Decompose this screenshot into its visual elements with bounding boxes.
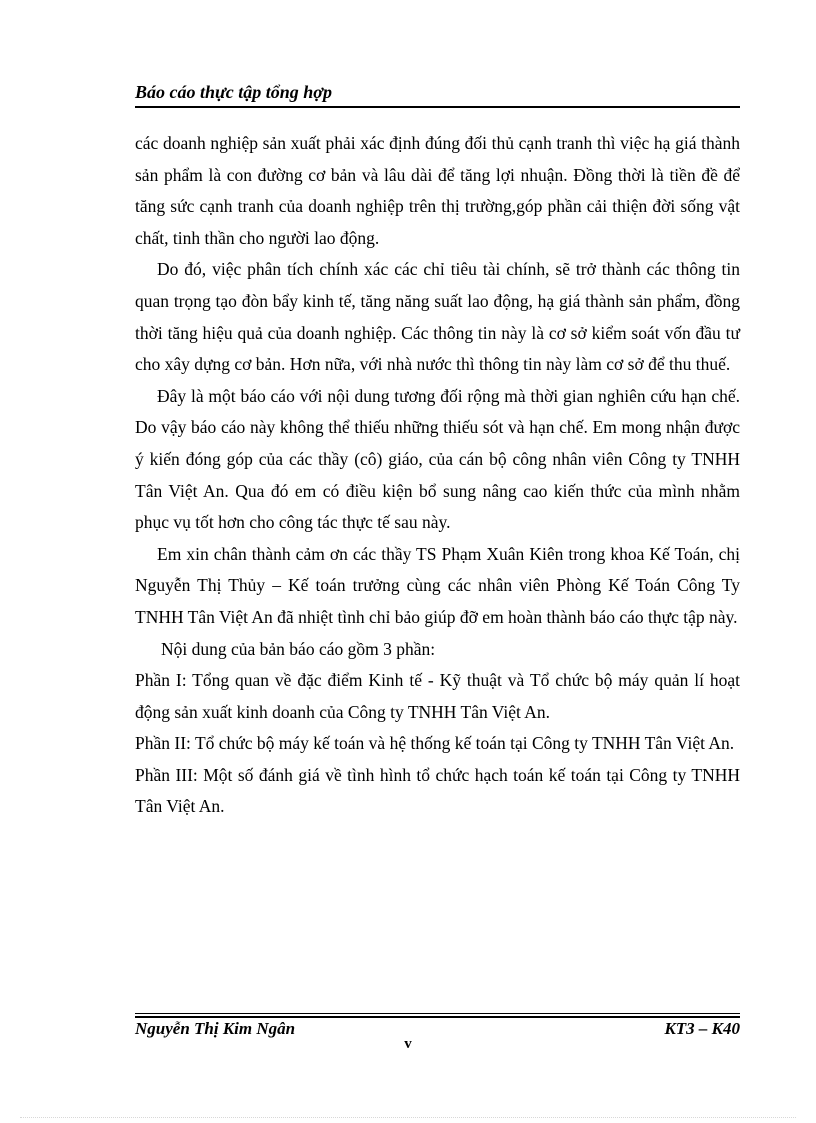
paragraph-intro: các doanh nghiệp sản xuất phải xác định đúng đối thủ cạnh tranh thì việc hạ giá thành sản phẩm là con đường cơ bản và lâu dài để tăng lợi nhuận. Đồng thời là tiền đề để tăng sức cạnh tranh của doanh nghiệp trên thị trường,góp phần cải thiện đời sống vật chất, tinh thần cho người lao động. <box>135 133 740 248</box>
section-part-2: Phần II: Tổ chức bộ máy kế toán và hệ thống kế toán tại Công ty TNHH Tân Việt An. <box>135 733 735 754</box>
paragraph-analysis: Do đó, việc phân tích chính xác các chỉ tiêu tài chính, sẽ trở thành các thông tin quan trọng tạo đòn bẩy kinh tế, tăng năng suất lao động, hạ giá thành sản phẩm, đồng thời tăng hiệu quả của doanh nghiệp. Các thông tin này là cơ sở kiểm soát vốn đầu tư cho xây dựng cơ bản. Hơn nữa, với nhà nước thì thông tin này làm cơ sở để thu thuế. <box>135 259 740 375</box>
report-title: Báo cáo thực tập tổng hợp <box>135 82 332 102</box>
section-part-1: Phần I: Tổng quan về đặc điểm Kinh tế - Kỹ thuật và Tổ chức bộ máy quản lí hoạt động sản xuất kinh doanh của Công ty TNHH Tân Việt An. <box>135 670 740 722</box>
footer-divider-thin <box>135 1013 740 1014</box>
paragraph-acknowledgement: Em xin chân thành cảm ơn các thầy TS Phạm Xuân Kiên trong khoa Kế Toán, chị Nguyễn Thị Thủy – Kế toán trưởng cùng các nhân viên Phòng Kế Toán Công Ty TNHH Tân Việt An đã nhiệt tình chỉ bảo giúp đỡ em hoàn thành báo cáo thực tập này. <box>135 543 740 627</box>
footer-author: Nguyễn Thị Kim Ngân <box>135 1019 296 1038</box>
footer-class-code: KT3 – K40 <box>664 1019 740 1038</box>
document-body <box>135 128 740 823</box>
page-header <box>135 82 740 108</box>
footer-divider-thick <box>135 1016 740 1018</box>
page-edge-divider <box>20 1117 796 1118</box>
section-part-3: Phần III: Một số đánh giá về tình hình tổ chức hạch toán kế toán tại Công ty TNHH Tân Việt An. <box>135 764 740 817</box>
page-number: v <box>404 1036 412 1052</box>
paragraph-limitations: Đây là một báo cáo với nội dung tương đối rộng mà thời gian nghiên cứu hạn chế. Do vậy báo cáo này không thể thiếu những thiếu sót và hạn chế. Em mong nhận được ý kiến đóng góp của các thầy (cô) giáo, của cán bộ công nhân viên Công ty TNHH Tân Việt An. Qua đó em có điều kiện bổ sung nâng cao kiến thức của mình nhằm phục vụ tốt hơn cho công tác thực tế sau này. <box>135 385 740 533</box>
paragraph-contents-intro: Nội dung của bản báo cáo gồm 3 phần: <box>161 638 436 659</box>
